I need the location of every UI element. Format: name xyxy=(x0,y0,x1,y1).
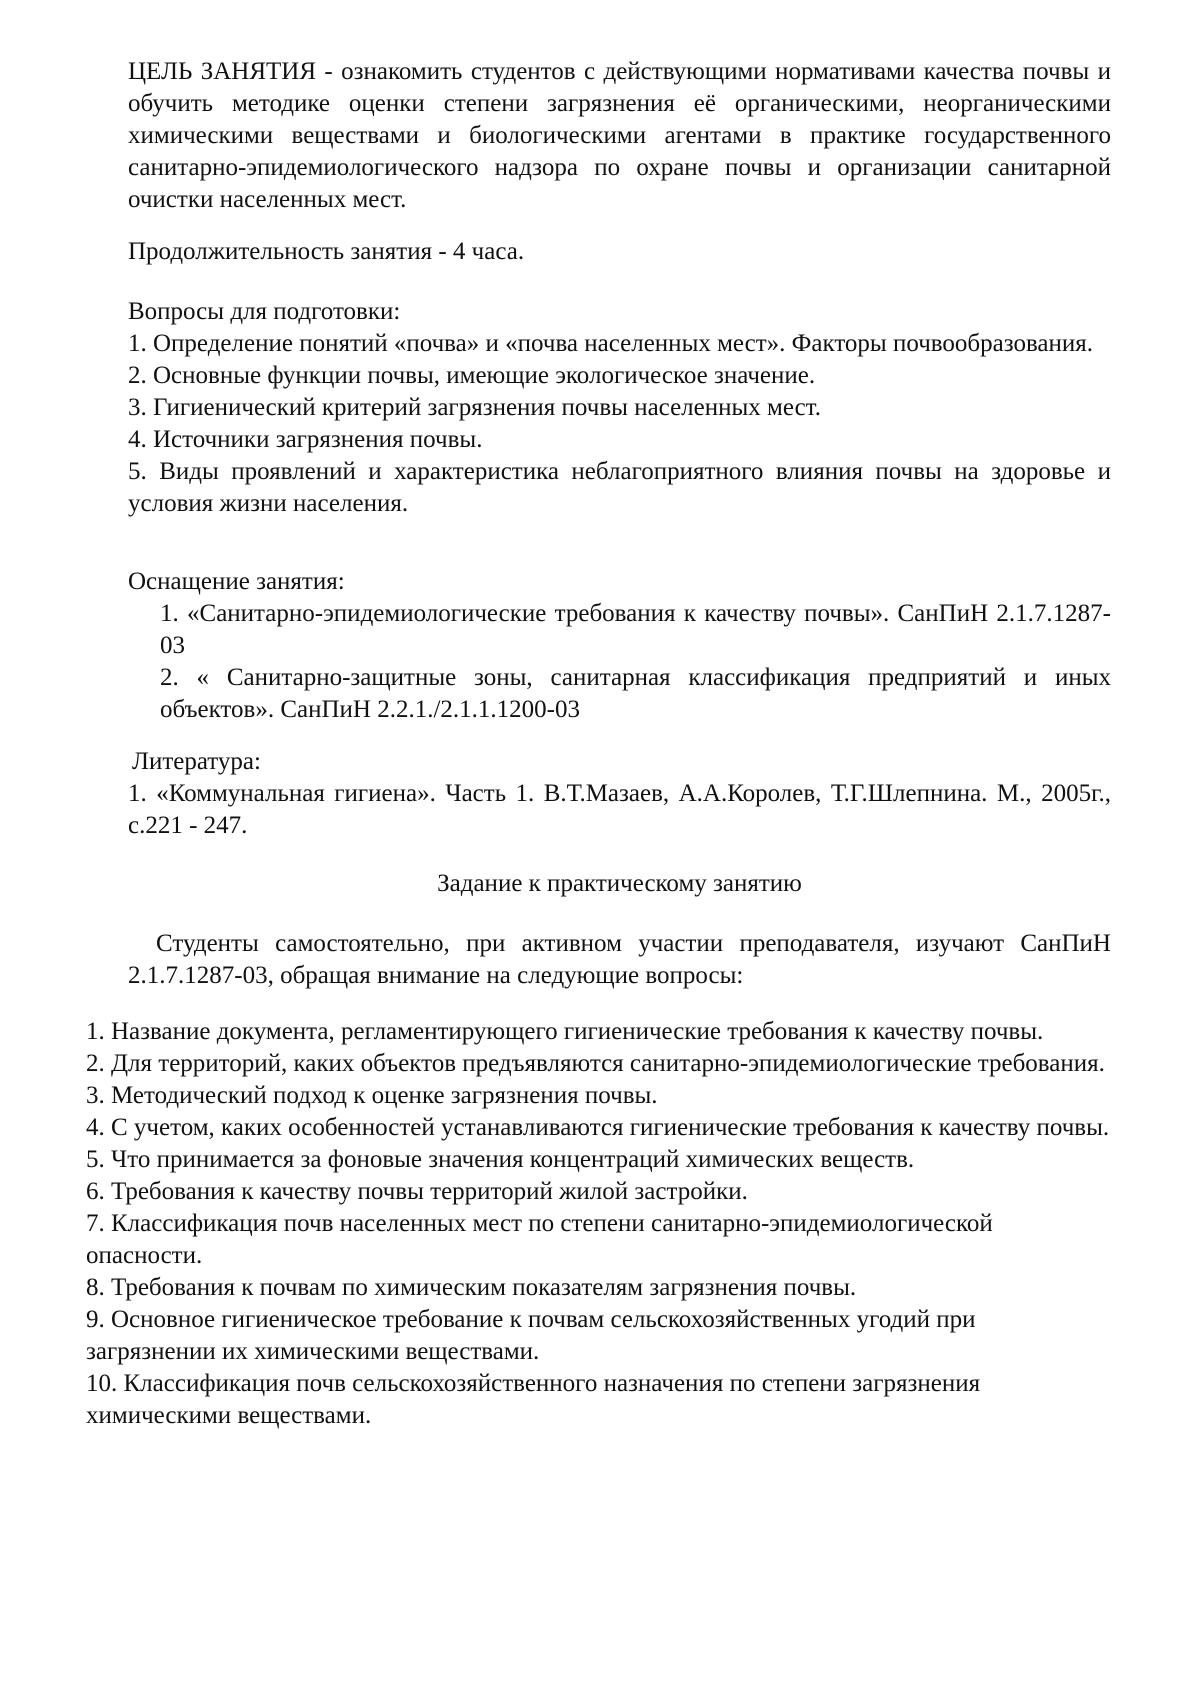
task-item: 2. Для территорий, каких объектов предъявляются санитарно-эпидемиологические требования. xyxy=(86,1050,1105,1077)
equipment-section xyxy=(128,566,1111,726)
question-item: 5. Виды проявлений и характеристика неблагоприятного влияния почвы на здоровье и условия жизни населения. xyxy=(128,458,1111,517)
literature-item: 1. «Коммунальная гигиена». Часть 1. В.Т.Мазаев, А.А.Королев, Т.Г.Шлепнина. М., 2005г., с.221 - 247. xyxy=(128,780,1111,839)
task-questions-list xyxy=(86,1016,1111,1432)
task-title: Задание к практическому занятию xyxy=(437,870,802,897)
task-item: 1. Название документа, регламентирующего гигиенические требования к качеству почвы. xyxy=(86,1018,1044,1045)
task-item: 6. Требования к качеству почвы территорий жилой застройки. xyxy=(86,1178,748,1205)
task-item: 9. Основное гигиеническое требование к почвам сельскохозяйственных угодий при загрязнении их химическими веществами. xyxy=(86,1306,976,1365)
question-item: 3. Гигиенический критерий загрязнения почвы населенных мест. xyxy=(128,394,821,421)
task-item: 5. Что принимается за фоновые значения концентраций химических веществ. xyxy=(86,1146,915,1173)
question-item: 2. Основные функции почвы, имеющие экологическое значение. xyxy=(128,362,816,389)
equipment-item: 1. «Санитарно-эпидемиологические требования к качеству почвы». СанПиН 2.1.7.1287-03 xyxy=(160,600,1111,659)
duration-line: Продолжительность занятия - 4 часа. xyxy=(128,238,525,265)
equipment-item: 2. « Санитарно-защитные зоны, санитарная классификация предприятий и иных объектов». СанПиН 2.2.1./2.1.1.1200-03 xyxy=(160,664,1111,723)
task-item: 7. Классификация почв населенных мест по степени санитарно-эпидемиологической опасности. xyxy=(86,1210,993,1269)
questions-heading: Вопросы для подготовки: xyxy=(128,298,401,325)
task-item: 3. Методический подход к оценке загрязнения почвы. xyxy=(86,1082,658,1109)
literature-heading: Литература: xyxy=(132,748,261,775)
question-item: 1. Определение понятий «почва» и «почва населенных мест». Факторы почвообразования. xyxy=(128,330,1094,357)
literature-section xyxy=(128,746,1111,842)
questions-section xyxy=(128,296,1111,520)
task-item: 10. Классификация почв сельскохозяйственного назначения по степени загрязнения химическими веществами. xyxy=(86,1370,981,1429)
question-item: 4. Источники загрязнения почвы. xyxy=(128,426,483,453)
goal-paragraph: ЦЕЛЬ ЗАНЯТИЯ - ознакомить студентов с действующими нормативами качества почвы и обучить методике оценки степени загрязнения её органическими, неорганическими химическими веществами и биологическими агентами в практике государственного санитарно-эпидемиологического надзора по охране почвы и организации санитарной очистки населенных мест. xyxy=(128,58,1111,213)
task-item: 4. С учетом, каких особенностей устанавливаются гигиенические требования к качеству почвы. xyxy=(86,1114,1110,1141)
task-intro: Студенты самостоятельно, при активном участии преподавателя, изучают СанПиН 2.1.7.1287-03, обращая внимание на следующие вопросы: xyxy=(128,930,1111,989)
equipment-heading: Оснащение занятия: xyxy=(128,568,345,595)
task-item: 8. Требования к почвам по химическим показателям загрязнения почвы. xyxy=(86,1274,857,1301)
